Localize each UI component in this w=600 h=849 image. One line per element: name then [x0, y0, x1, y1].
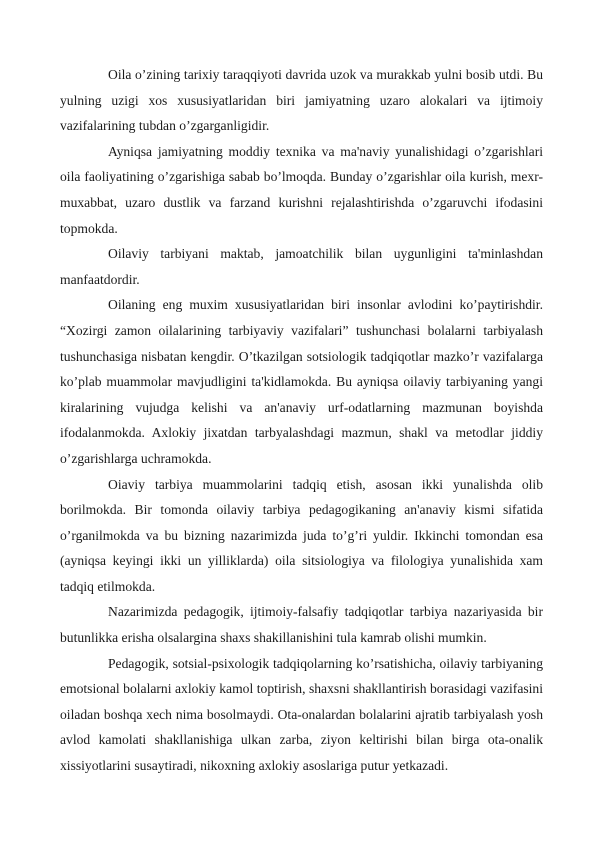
document-page	[60, 62, 543, 779]
paragraph-tadqiq-yunalishlari: Oiaviy tarbiya muammolarini tadqiq etish, asosan ikki yunalishda olib borilmokda. Bir tomonda oilaviy tarbiya pedagogikaning an'anaviy kismi sifatida o’rganilmokda va bu bizning nazarimizda juda to’g’ri yuldir. Ikkinchi tomondan esa (ayniqsa keyingi ikki un yilliklarda) oila sitsiologiya va filologiya yunalishida xam tadqiq etilmokda.	[60, 476, 543, 594]
paragraph-moddiy-texnika-ozgarishlari: Ayniqsa jamiyatning moddiy texnika va ma'naviy yunalishidagi o’zgarishlari oila faoliyatining o’zgarishiga sabab bo’lmoqda. Bunday o’zgarishlar oila kurish, mexr-muxabbat, uzaro dustlik va farzand kurishni rejalashtirishda o’zgaruvchi ifodasini topmokda.	[60, 143, 543, 236]
paragraph-sotsial-psixologik: Pedagogik, sotsial-psixologik tadqiqolarning ko’rsatishicha, oilaviy tarbiyaning emotsional bolalarni axlokiy kamol toptirish, shaxsni shakllantirish borasidagi vazifasini oiladan boshqa xech nima bosolmaydi. Ota-onalardan bolalarini ajratib tarbiyalash yosh avlod kamolati shakllanishiga ulkan zarba, ziyon keltirishi bilan birga ota-onalik xissiyotlarini susaytiradi, nikoxning axlokiy asoslariga putur yetkazadi.	[60, 655, 543, 774]
paragraph-oila-tarixiy-taraqqiyoti: Oila o’zining tarixiy taraqqiyoti davrida uzok va murakkab yulni bosib utdi. Bu yulning uzigi xos xususiyatlaridan biri jamiyatning uzaro alokalari va ijtimoiy vazifalarining tubdan o’zgarganligidir.	[60, 67, 543, 134]
paragraph-pedagogik-ijtimoiy-falsafiy: Nazarimizda pedagogik, ijtimoiy-falsafiy tadqiqotlar tarbiya nazariyasida bir butunlikka erisha olsalargina shaxs shakillanishini tula kamrab olishi mumkin.	[60, 604, 543, 646]
paragraph-oila-xususiyatlari: Oilaning eng muxim xususiyatlaridan biri insonlar avlodini ko’paytirishdir. “Xozirgi zamon oilalarining tarbiyaviy vazifalari” tushunchasi bolalarni tarbiyalash tushunchasiga nisbatan kengdir. O’tkazilgan sotsiologik tadqiqotlar mazko’r vazifalarga ko’plab muammolar mavjudligini ta'kidlamokda. Bu ayniqsa oilaviy tarbiyaning yangi kiralarining vujudga kelishi va an'anaviy urf-odatlarning mazmunan boyishda ifodalanmokda. Axlokiy jixatdan tarbyalashdagi mazmun, shakl va metodlar jiddiy o’zgarishlarga uchramokda.	[60, 297, 543, 466]
paragraph-maktab-jamoatchilik: Oilaviy tarbiyani maktab, jamoatchilik bilan uygunligini ta'minlashdan manfaatdordir.	[60, 246, 543, 287]
